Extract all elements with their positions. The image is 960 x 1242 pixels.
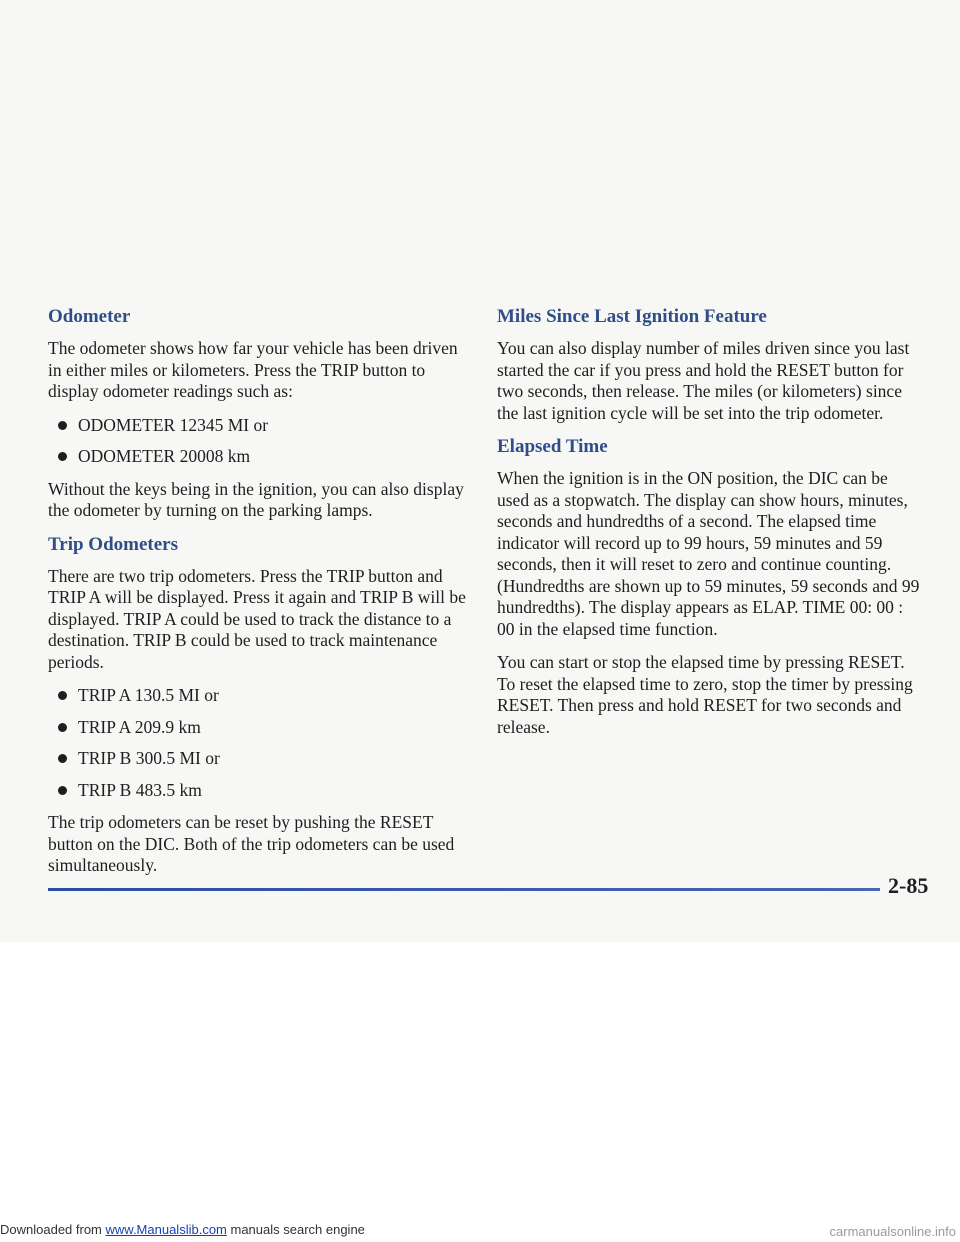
elapsed-body-1: When the ignition is in the ON position, the DIC can be used as a stopwatch. The display can show hours, minutes, seconds and hundredths of a second. The elapsed time indicator will record up to 99 hours, 59 minutes and 59 seconds, then it will reset to zero and continue counting. (Hundredths are shown up to 59 minutes, 59 seconds and 99 hundredths). The display appears as ELAP. TIME 00: 00 : 00 in the elapsed time function. — [497, 468, 920, 639]
bullet-icon — [58, 754, 67, 763]
bullet-icon — [58, 691, 67, 700]
bullet-icon — [58, 723, 67, 732]
odometer-heading: Odometer — [48, 306, 131, 327]
list-item: TRIP A 209.9 km — [48, 717, 472, 739]
odometer-list — [48, 415, 472, 468]
bullet-icon — [58, 786, 67, 795]
trip-note: The trip odometers can be reset by pushing the RESET button on the DIC. Both of the trip odometers can be used simultaneously. — [48, 812, 455, 875]
miles-since-last-ignition-heading: Miles Since Last Ignition Feature — [497, 306, 767, 327]
list-item: ODOMETER 20008 km — [48, 446, 472, 468]
page-number: 2-85 — [888, 873, 929, 898]
left-column — [48, 306, 472, 889]
odometer-note: Without the keys being in the ignition, you can also display the odometer by turning on the parking lamps. — [48, 478, 464, 520]
trip-intro: There are two trip odometers. Press the TRIP button and TRIP A will be displayed. Press it again and TRIP B will be displayed. TRIP A could be used to track the distance to a destination. TRIP B could be used to track maintenance periods. — [48, 565, 466, 672]
trip-odometers-heading: Trip Odometers — [48, 533, 178, 555]
elapsed-time-heading: Elapsed Time — [497, 436, 608, 457]
list-item: TRIP A 130.5 MI or — [48, 685, 472, 707]
footer-rule — [48, 888, 880, 891]
list-item: ODOMETER 12345 MI or — [48, 415, 472, 437]
elapsed-body-2: You can start or stop the elapsed time by pressing RESET. To reset the elapsed time to zero, stop the timer by pressing RESET. Then press and hold RESET for two seconds and release. — [497, 652, 913, 737]
right-column — [497, 306, 921, 750]
odometer-intro: The odometer shows how far your vehicle has been driven in either miles or kilometers. Press the TRIP button to display odometer readings such as: — [48, 338, 458, 401]
watermark-text: carmanualsonline.info — [829, 1224, 956, 1239]
list-item: TRIP B 300.5 MI or — [48, 748, 472, 770]
list-item: TRIP B 483.5 km — [48, 780, 472, 802]
manualslib-link[interactable]: www.Manualslib.com — [105, 1222, 227, 1237]
miles-body: You can also display number of miles driven since you last started the car if you press and hold the RESET button for two seconds, then release. The miles (or kilometers) since the last ignition cycle will be set into the trip odometer. — [497, 338, 910, 423]
bullet-icon — [58, 452, 67, 461]
bullet-icon — [58, 421, 67, 430]
trip-list — [48, 685, 472, 801]
download-banner: Downloaded from www.Manualslib.com manuals search engine — [0, 1222, 365, 1237]
